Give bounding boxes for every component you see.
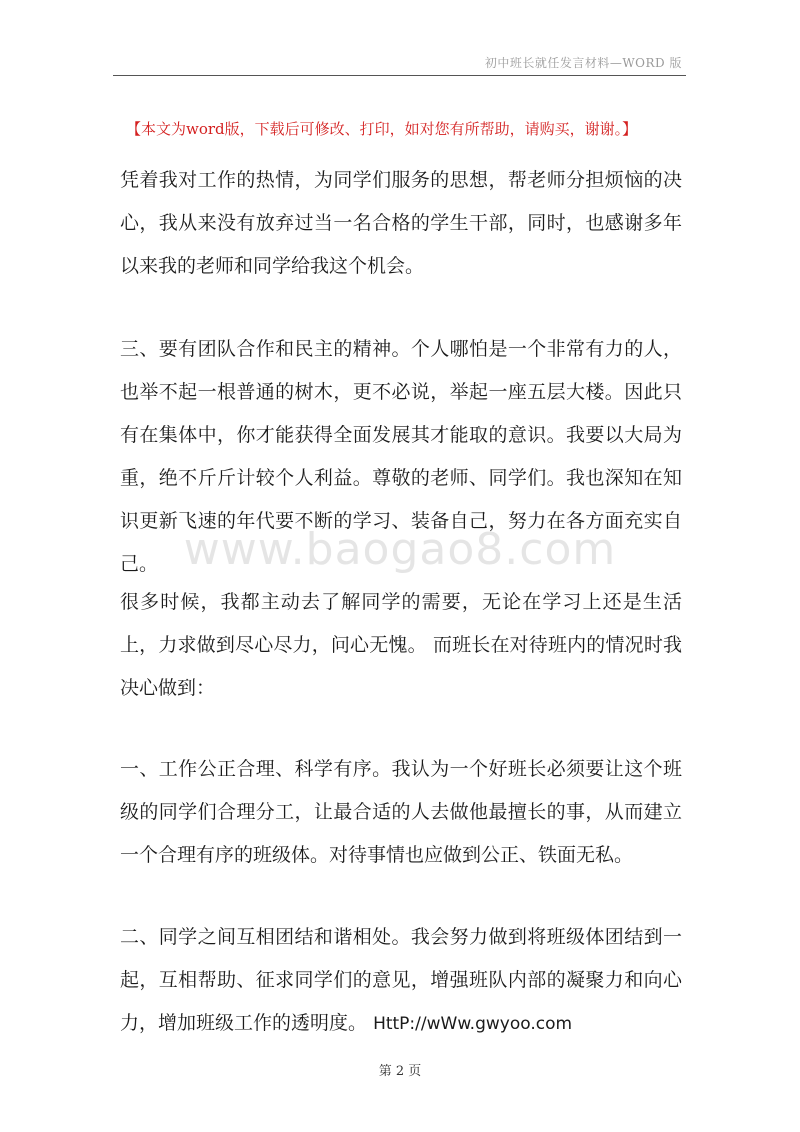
download-notice: 【本文为word版，下载后可修改、打印，如对您有所帮助，请购买，谢谢。】 [126, 120, 638, 138]
website-link[interactable]: HttP://wWw.gwyoo.com [373, 1014, 573, 1034]
paragraph-5-text: 二、同学之间互相团结和谐相处。我会努力做到将班级体团结到一起，互相帮助、征求同学们的意见，增强班队内部的凝聚力和向心力，增加班级工作的透明度。 [120, 926, 682, 1034]
header-title: 初中班长就任发言材料—WORD 版 [484, 56, 682, 70]
header-divider [113, 75, 686, 76]
page-number: 第 2 页 [378, 1064, 422, 1079]
watermark-text: www.baogao8.com [183, 524, 617, 575]
paragraph-1: 凭着我对工作的热情，为同学们服务的思想，帮老师分担烦恼的决心，我从来没有放弃过当一名合格的学生干部，同时，也感谢多年以来我的老师和同学给我这个机会。 [120, 169, 682, 277]
paragraph-3: 很多时候，我都主动去了解同学的需要，无论在学习上还是生活上，力求做到尽心尽力，问心无愧。 而班长在对待班内的情况时我决心做到： [120, 591, 682, 699]
paragraph-2: 三、要有团队合作和民主的精神。个人哪怕是一个非常有力的人，也举不起一根普通的树木，更不必说，举起一座五层大楼。因此只有在集体中，你才能获得全面发展其才能取的意识。我要以大局为重，绝不斤斤计较个人利益。尊敬的老师、同学们。我也深知在知识更新飞速的年代要不断的学习、装备自己，努力在各方面充实自己。 [120, 338, 682, 575]
paragraph-5 [120, 916, 682, 1046]
paragraph-4: 一、工作公正合理、科学有序。我认为一个好班长必须要让这个班级的同学们合理分工，让最合适的人去做他最擅长的事，从而建立一个合理有序的班级体。对待事情也应做到公正、铁面无私。 [120, 758, 682, 866]
